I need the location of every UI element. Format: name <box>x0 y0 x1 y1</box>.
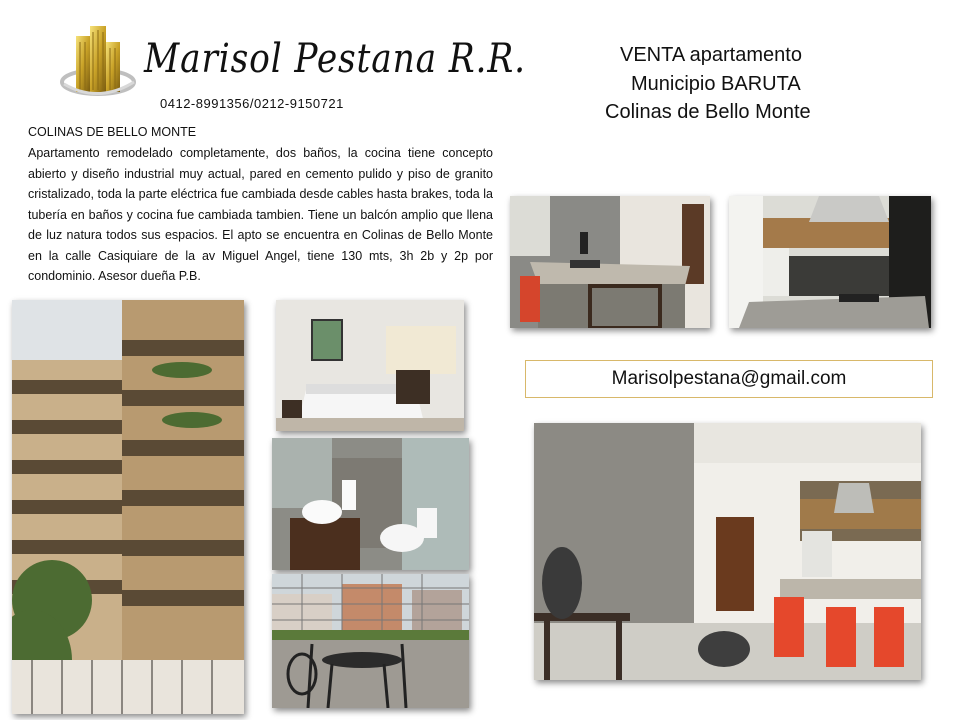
headline-line-2: Municipio BARUTA <box>631 73 801 95</box>
photo-bathroom <box>272 438 469 570</box>
email-address: Marisolpestana@gmail.com <box>611 368 847 389</box>
description-body: Apartamento remodelado completamente, dos baños, la cocina tiene concepto abierto y diseño industrial muy actual, pared en cemento pulido y piso de granito cristalizado, toda la parte eléctrica fue cambiada desde cables hasta brakes, toda la tubería en baños y cocina fue cambiada tambien. Tiene un balcón amplio que llena de luz natura todos sus espacios. El apto se encuentra en Colinas de Bello Monte en la calle Casiquiare de la av Miguel Angel, tiene 130 mts, 3h 2b y 2p por condominio. Asesor dueña P.B. <box>28 146 493 283</box>
brand-phones: 0412-8991356/0212-9150721 <box>160 96 344 111</box>
photo-kitchen-1 <box>510 196 710 328</box>
photo-building <box>12 300 244 714</box>
photo-balcony <box>272 574 469 708</box>
headline-line-1: VENTA apartamento <box>620 44 802 66</box>
photo-bedroom <box>276 300 464 431</box>
brand-name: Marisol Pestana R.R. <box>144 36 526 82</box>
email-box[interactable] <box>525 360 933 398</box>
description-title: COLINAS DE BELLO MONTE <box>28 125 197 139</box>
photo-living-room <box>534 423 921 680</box>
photo-kitchen-2 <box>729 196 931 328</box>
brand-logo-icon <box>60 22 138 102</box>
headline-line-3: Colinas de Bello Monte <box>605 101 811 123</box>
